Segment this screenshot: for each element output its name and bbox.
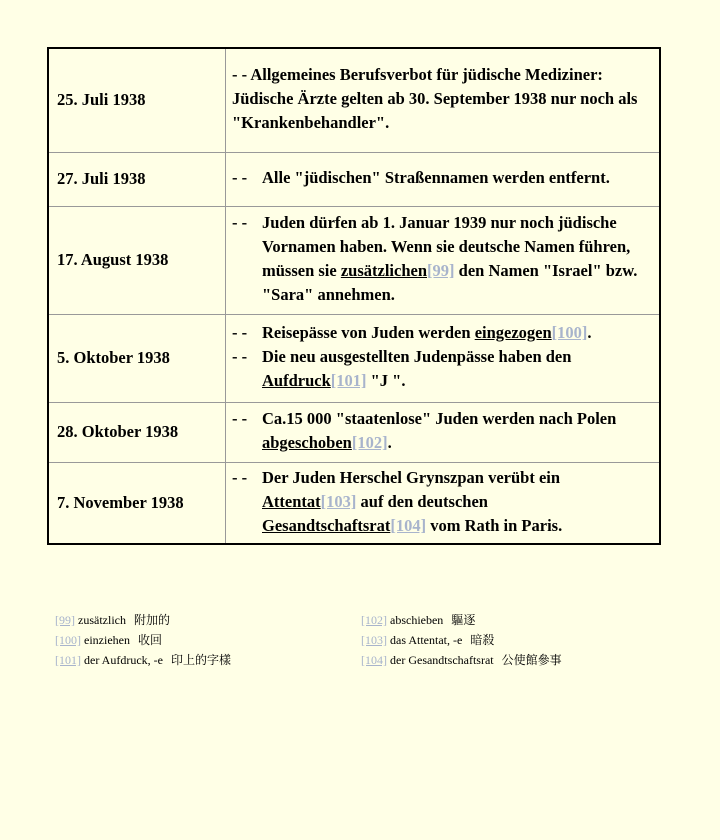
dash-marker: - - — [232, 467, 248, 487]
dash-marker: - - — [232, 168, 248, 187]
footnote-ref[interactable]: [99] — [427, 261, 455, 280]
event-line — [232, 166, 653, 190]
date-cell: 17. August 1938 — [48, 206, 226, 314]
footnotes-left — [55, 610, 355, 670]
footnote-translation: 公使館參事 — [501, 653, 562, 667]
footnote-translation: 收回 — [137, 633, 162, 647]
footnote-item — [55, 610, 355, 630]
date-cell: 5. Oktober 1938 — [48, 314, 226, 402]
event-line — [232, 345, 653, 393]
event-text: auf den deutschen — [356, 491, 488, 511]
footnote-term: das Attentat, -e — [390, 633, 463, 647]
footnote-anchor[interactable]: [104] — [361, 653, 387, 667]
event-text: Reisepässe von Juden werden — [262, 323, 475, 342]
dash-marker: - - — [232, 323, 248, 342]
footnote-translation: 暗殺 — [470, 633, 495, 647]
dash-marker: - - — [232, 347, 248, 366]
footnote-item — [361, 630, 661, 650]
footnote-term: zusätzlich — [78, 613, 126, 627]
event-cell — [226, 206, 661, 314]
timeline-table — [47, 47, 661, 545]
dash-marker: - - — [232, 213, 248, 232]
vocab-link[interactable]: Aufdruck — [262, 371, 331, 390]
event-text: . — [587, 323, 592, 342]
table-row — [48, 462, 660, 544]
event-cell — [226, 152, 661, 206]
footnote-anchor[interactable]: [101] — [55, 653, 81, 667]
footnote-translation: 附加的 — [133, 613, 170, 627]
footnote-anchor[interactable]: [99] — [55, 613, 75, 627]
date-cell: 25. Juli 1938 — [48, 48, 226, 152]
event-text: Allgemeines Berufsverbot für jüdische Mediziner: Jüdische Ärzte gelten ab 30. September 1938 nur noch als "Krankenbehandler". — [232, 65, 638, 133]
event-text: Die neu ausgestellten Judenpässe haben den — [262, 347, 572, 366]
table-row — [48, 152, 660, 206]
footnote-ref[interactable]: [100] — [551, 323, 588, 342]
footnote-item — [361, 610, 661, 630]
date-cell: 7. November 1938 — [48, 462, 226, 544]
event-text: "J ". — [366, 371, 406, 390]
footnote-anchor[interactable]: [100] — [55, 633, 81, 647]
event-cell — [226, 402, 661, 462]
event-text: Juden dürfen ab 1. Januar 1939 nur noch jüdische Vornamen haben. Wenn sie deutsche Namen führen, müssen sie — [262, 213, 631, 280]
event-text: Der Juden Herschel Grynszpan verübt ein — [262, 467, 561, 487]
event-line — [232, 407, 653, 455]
footnote-ref[interactable]: [103] — [320, 491, 357, 511]
footnote-item — [55, 630, 355, 650]
footnote-item — [55, 650, 355, 670]
vocab-link[interactable]: Attentat — [262, 491, 321, 511]
event-text: Ca.15 000 "staatenlose" Juden werden nach Polen — [262, 409, 617, 428]
vocab-link[interactable]: zusätzlichen — [340, 261, 428, 280]
vocab-link[interactable]: eingezogen — [474, 323, 552, 342]
dash-marker: - - — [232, 65, 248, 85]
dash-marker: - - — [232, 409, 248, 428]
table-row — [48, 48, 660, 152]
footnote-ref[interactable]: [101] — [330, 371, 367, 390]
footnote-anchor[interactable]: [103] — [361, 633, 387, 647]
event-text: . — [387, 433, 392, 452]
table-row — [48, 206, 660, 314]
vocab-link[interactable]: Gesandtschaftsrat — [262, 515, 391, 535]
footnote-ref[interactable]: [102] — [351, 433, 388, 452]
footnote-term: abschieben — [390, 613, 444, 627]
event-line — [232, 63, 653, 135]
date-cell: 27. Juli 1938 — [48, 152, 226, 206]
footnote-translation: 驅逐 — [451, 613, 476, 627]
footnotes-right — [361, 610, 661, 670]
event-cell — [226, 462, 661, 544]
date-cell: 28. Oktober 1938 — [48, 402, 226, 462]
event-cell — [226, 314, 661, 402]
event-text: vom Rath in Paris. — [426, 515, 563, 535]
footnote-term: der Aufdruck, -e — [84, 653, 163, 667]
footnote-term: einziehen — [84, 633, 130, 647]
event-line — [232, 321, 653, 345]
event-cell — [226, 48, 661, 152]
footnote-item — [361, 650, 661, 670]
table-row — [48, 314, 660, 402]
table-row — [48, 402, 660, 462]
footnote-term: der Gesandtschaftsrat — [390, 653, 494, 667]
event-text: den Namen "Israel" bzw. "Sara" annehmen. — [262, 261, 638, 304]
event-line — [232, 211, 653, 307]
footnote-ref[interactable]: [104] — [390, 515, 427, 535]
footnote-anchor[interactable]: [102] — [361, 613, 387, 627]
footnote-translation: 印上的字樣 — [170, 653, 231, 667]
event-text: Alle "jüdischen" Straßennamen werden entfernt. — [262, 168, 610, 187]
event-line — [232, 466, 653, 538]
vocab-link[interactable]: abgeschoben — [262, 433, 352, 452]
